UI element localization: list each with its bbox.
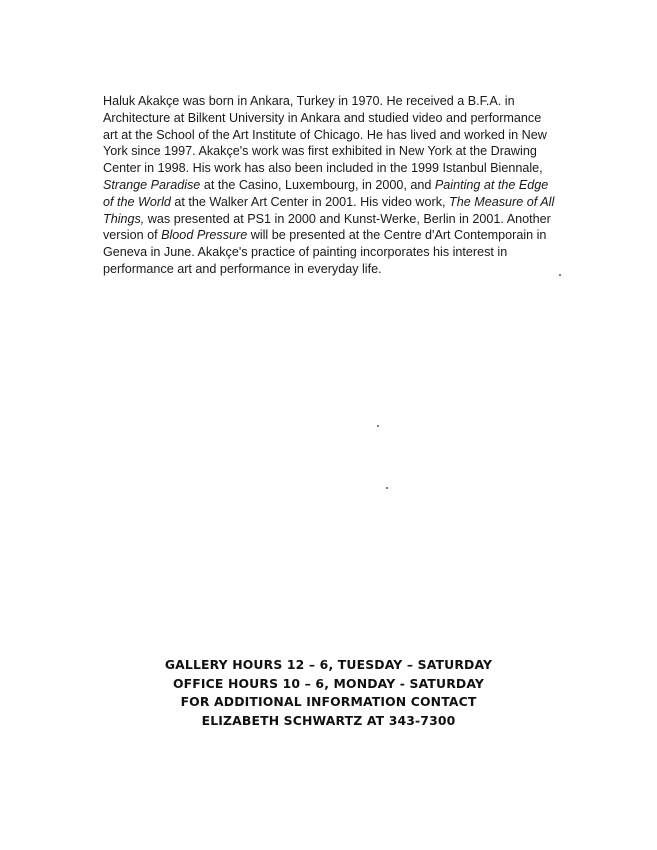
- gallery-hours: GALLERY HOURS 12 – 6, TUESDAY – SATURDAY: [164, 657, 493, 672]
- bio-text: will be presented at the Centre d'Art Contemporain in: [247, 228, 547, 243]
- bio-line: [103, 194, 583, 211]
- work-title-things: Things,: [103, 211, 145, 226]
- contact-line: FOR ADDITIONAL INFORMATION CONTACT: [180, 694, 477, 709]
- bio-line: performance art and performance in everyday life.: [103, 261, 382, 276]
- bio-text: at the Casino, Luxembourg, in 2000, and: [200, 177, 435, 192]
- bio-line: Geneva in June. Akakçe's practice of painting incorporates his interest in: [103, 245, 508, 260]
- scan-speck: [559, 274, 561, 276]
- bio-line: [103, 177, 583, 194]
- bio-text: version of: [103, 228, 162, 243]
- work-title-of-the-world: of the World: [103, 194, 171, 209]
- bio-line: Haluk Akakçe was born in Ankara, Turkey in 1970. He received a B.F.A. in: [103, 94, 515, 108]
- bio-text: at the Walker Art Center in 2001. His video work,: [170, 194, 450, 209]
- bio-text: was presented at PS1 in 2000 and Kunst-Werke, Berlin in 2001. Another: [144, 211, 551, 226]
- work-title-measure-of-all: The Measure of All: [449, 194, 555, 209]
- bio-line: [103, 211, 583, 228]
- work-title-strange-paradise: Strange Paradise: [103, 177, 201, 192]
- bio-line: York since 1997. Akakçe's work was first exhibited in New York at the Drawing: [103, 144, 537, 159]
- work-title-blood-pressure: Blood Pressure: [161, 228, 248, 243]
- scan-speck: [377, 425, 379, 427]
- contact-person: ELIZABETH SCHWARTZ AT 343-7300: [201, 712, 456, 728]
- bio-line: [103, 227, 583, 244]
- bio-line: Architecture at Bilkent University in Ankara and studied video and performance: [103, 110, 542, 125]
- bio-line: art at the School of the Art Institute of Chicago. He has lived and worked in New: [103, 127, 547, 142]
- bio-line: Center in 1998. His work has also been included in the 1999 Istanbul Biennale,: [103, 161, 543, 176]
- office-hours: OFFICE HOURS 10 – 6, MONDAY - SATURDAY: [172, 675, 485, 691]
- work-title-painting-at-the-edge: Painting at the Edge: [434, 177, 549, 192]
- artist-biography: [103, 93, 583, 278]
- scan-speck: [386, 487, 388, 489]
- gallery-info-block: [0, 656, 657, 730]
